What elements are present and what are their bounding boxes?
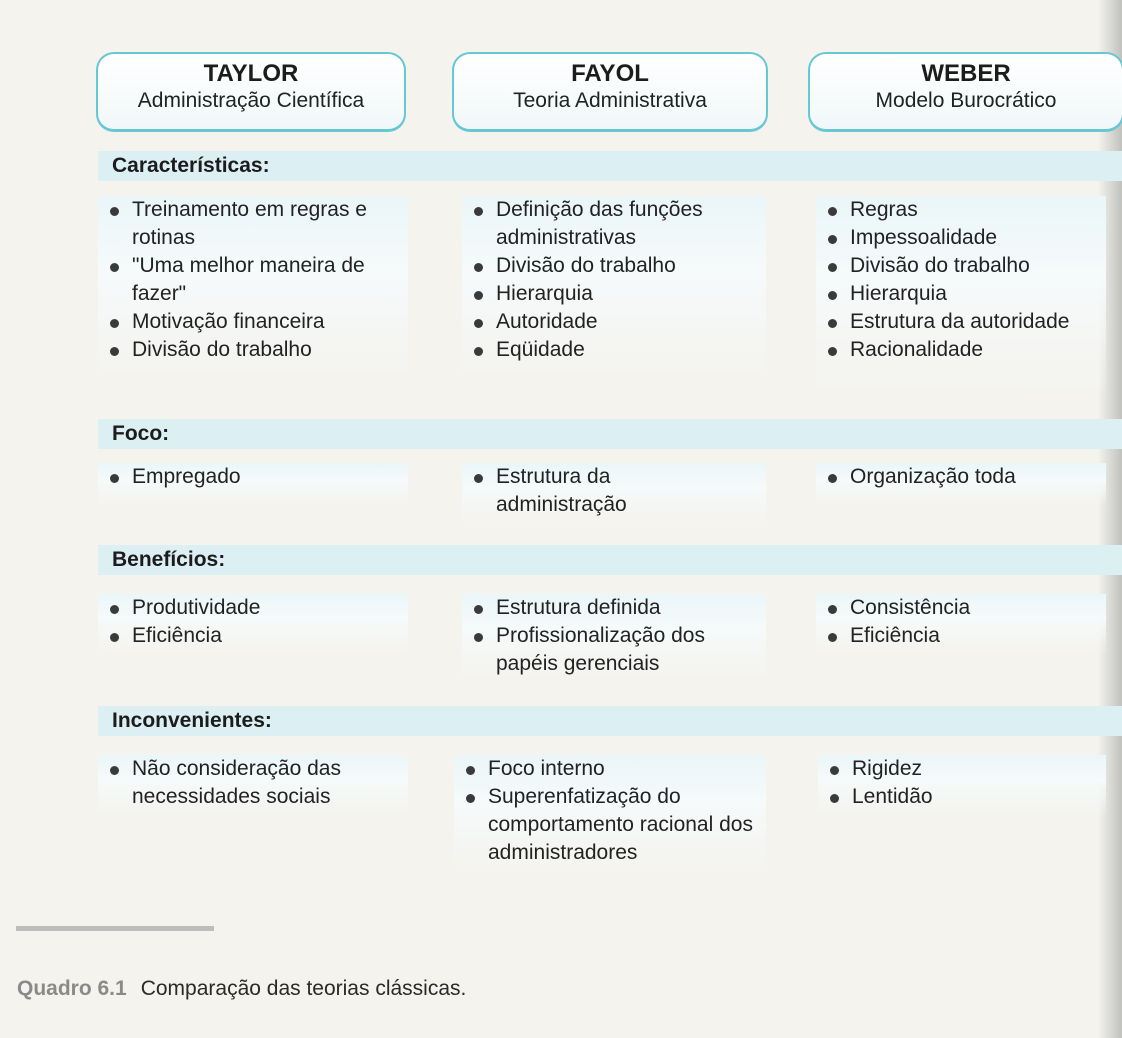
list-item: Divisão do trabalho	[110, 336, 408, 364]
list-item: Eficiência	[110, 622, 408, 650]
list-item: Hierarquia	[474, 280, 766, 308]
section-band-inconvenientes	[98, 706, 1122, 736]
header-title: FAYOL	[571, 60, 649, 87]
header-title: WEBER	[921, 60, 1011, 87]
list-item: Estrutura da administração	[474, 463, 674, 519]
caption-rule	[16, 926, 214, 931]
section-band-caracteristicas	[98, 151, 1122, 181]
list-item: Rigidez	[830, 755, 1106, 783]
section-label: Foco:	[112, 422, 170, 445]
list-item: Motivação financeira	[110, 308, 408, 336]
list-item: Estrutura da autoridade	[828, 308, 1106, 336]
list-item: Lentidão	[830, 783, 1106, 811]
caption-number: Quadro 6.1	[17, 977, 127, 1000]
list-item: Treinamento em regras e rotinas	[110, 196, 408, 252]
list-item: Foco interno	[466, 755, 766, 783]
header-fayol	[452, 52, 768, 132]
list-item: Empregado	[110, 463, 408, 491]
cell-taylor-caracteristicas	[98, 196, 408, 386]
header-weber	[808, 52, 1122, 132]
list-item: Hierarquia	[828, 280, 1106, 308]
header-subtitle: Modelo Burocrático	[875, 89, 1057, 112]
section-band-foco	[98, 419, 1122, 449]
figure-caption	[17, 977, 466, 1001]
cell-fayol-beneficios	[462, 594, 766, 682]
list-item: Autoridade	[474, 308, 766, 336]
section-label: Características:	[112, 154, 270, 177]
header-title: TAYLOR	[203, 60, 299, 87]
list-item: "Uma melhor maneira de fazer"	[110, 252, 408, 308]
list-item: Racionalidade	[828, 336, 1106, 364]
cell-weber-inconvenientes	[818, 755, 1106, 817]
section-label: Benefícios:	[112, 548, 226, 571]
cell-fayol-foco	[462, 463, 766, 525]
list-item: Não consideração das necessidades sociais	[110, 755, 390, 811]
header-taylor	[96, 52, 406, 132]
header-subtitle: Teoria Administrativa	[513, 89, 707, 112]
list-item: Eficiência	[828, 622, 1106, 650]
list-item: Estrutura definida	[474, 594, 759, 622]
cell-weber-beneficios	[816, 594, 1106, 654]
caption-text: Comparação das teorias clássicas.	[140, 977, 467, 1000]
list-item: Impessoalidade	[828, 224, 1106, 252]
header-subtitle: Administração Científica	[137, 89, 365, 112]
list-item: Divisão do trabalho	[474, 252, 766, 280]
list-item: Eqüidade	[474, 336, 766, 364]
list-item: Divisão do trabalho	[828, 252, 1106, 280]
cell-taylor-foco	[98, 463, 408, 507]
cell-taylor-inconvenientes	[98, 755, 408, 817]
list-item: Organização toda	[828, 463, 1106, 491]
list-item: Superenfatização do comportamento racional dos administradores	[466, 783, 766, 867]
section-band-beneficios	[98, 545, 1122, 575]
cell-taylor-beneficios	[98, 594, 408, 654]
list-item: Regras	[828, 196, 1106, 224]
cell-fayol-caracteristicas	[462, 196, 766, 386]
cell-fayol-inconvenientes	[454, 755, 766, 873]
list-item: Produtividade	[110, 594, 408, 622]
list-item: Definição das funções administrativas	[474, 196, 766, 252]
cell-weber-foco	[816, 463, 1106, 507]
list-item: Profissionalização dos papéis gerenciais	[474, 622, 759, 678]
cell-weber-caracteristicas	[816, 196, 1106, 402]
list-item: Consistência	[828, 594, 1106, 622]
section-label: Inconvenientes:	[112, 709, 272, 732]
